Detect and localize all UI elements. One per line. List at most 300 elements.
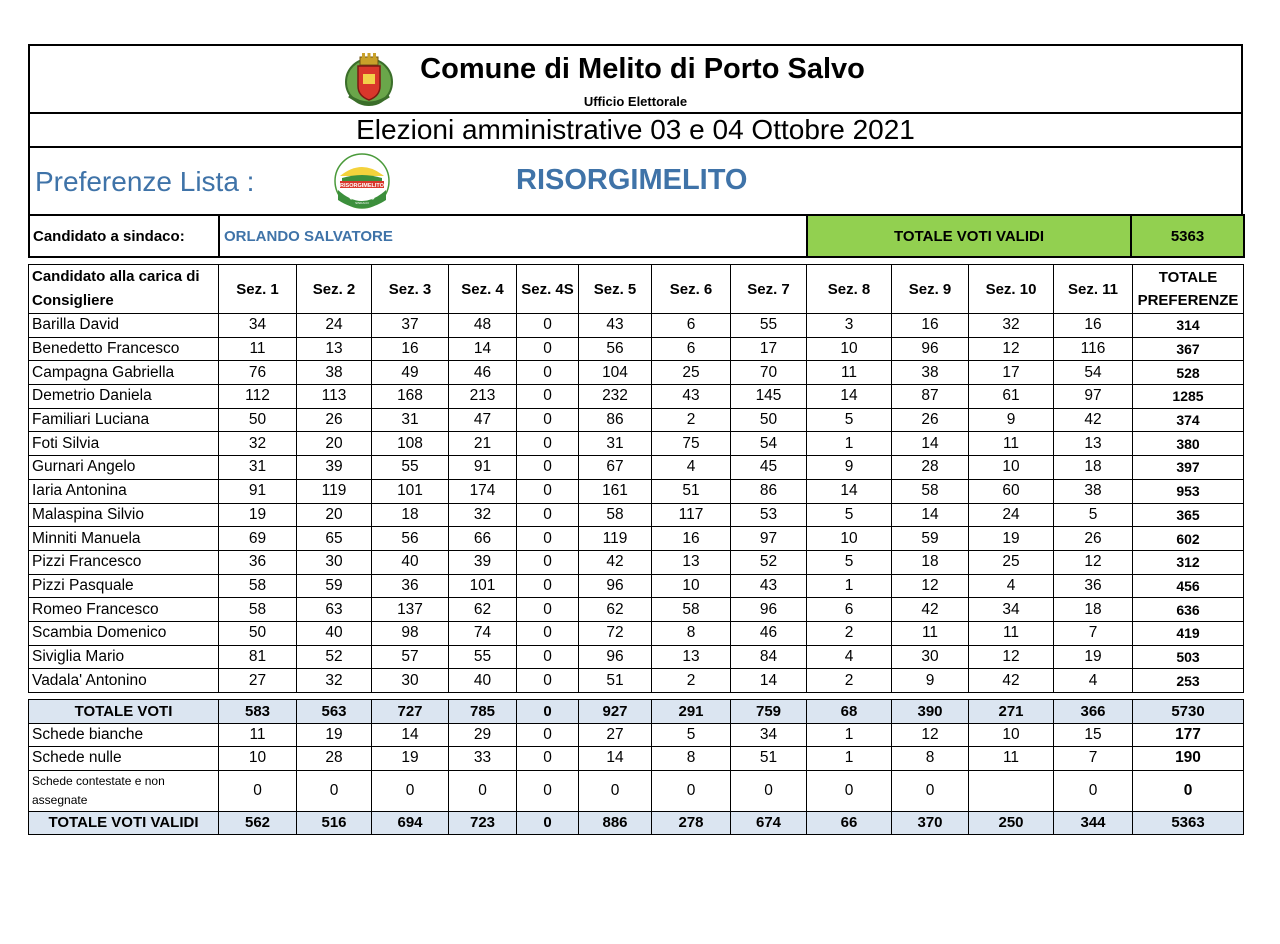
- section-votes: 17: [969, 361, 1054, 385]
- candidate-total: 367: [1133, 337, 1244, 361]
- section-votes: 56: [579, 337, 652, 361]
- section-votes: 8: [652, 621, 731, 645]
- section-votes: 84: [731, 645, 807, 669]
- section-votes: 58: [219, 574, 297, 598]
- section-votes: 0: [517, 645, 579, 669]
- totals-section-value: 0: [219, 770, 297, 811]
- candidate-row: [29, 432, 1244, 456]
- section-votes: 58: [219, 598, 297, 622]
- section-votes: 7: [1054, 621, 1133, 645]
- section-votes: 37: [372, 314, 449, 338]
- section-votes: 13: [652, 550, 731, 574]
- totals-section-value: 0: [517, 723, 579, 747]
- preferenze-label: Preferenze Lista :: [35, 166, 255, 197]
- section-votes: 16: [1054, 314, 1133, 338]
- candidate-name: Foti Silvia: [29, 432, 219, 456]
- totals-label: TOTALE VOTI: [29, 700, 219, 724]
- section-votes: 10: [807, 527, 892, 551]
- candidate-name: Barilla David: [29, 314, 219, 338]
- totals-table: [28, 699, 1244, 835]
- totals-section-value: 563: [297, 700, 372, 724]
- candidate-name: Iaria Antonina: [29, 479, 219, 503]
- section-votes: 14: [731, 669, 807, 693]
- section-votes: 2: [807, 621, 892, 645]
- section-votes: 43: [579, 314, 652, 338]
- section-votes: 6: [652, 314, 731, 338]
- totals-section-value: 19: [372, 747, 449, 771]
- candidate-row: [29, 408, 1244, 432]
- section-votes: 18: [372, 503, 449, 527]
- section-votes: 0: [517, 314, 579, 338]
- totals-section-value: 250: [969, 811, 1054, 835]
- results-sheet: [28, 44, 1243, 835]
- totals-row: [29, 811, 1244, 835]
- totals-section-value: 8: [652, 747, 731, 771]
- comune-title: Comune di Melito di Porto Salvo: [420, 53, 865, 85]
- section-votes: 14: [807, 385, 892, 409]
- section-votes: 55: [372, 456, 449, 480]
- candidate-name: Siviglia Mario: [29, 645, 219, 669]
- section-votes: 5: [807, 503, 892, 527]
- section-votes: 42: [579, 550, 652, 574]
- section-votes: 42: [1054, 408, 1133, 432]
- totals-section-value: 10: [219, 747, 297, 771]
- section-votes: 69: [219, 527, 297, 551]
- totals-section-value: 11: [219, 723, 297, 747]
- candidate-row: [29, 385, 1244, 409]
- section-votes: 66: [449, 527, 517, 551]
- section-column-header: Sez. 10: [969, 265, 1054, 314]
- section-votes: 59: [297, 574, 372, 598]
- section-votes: 62: [449, 598, 517, 622]
- lista-name: RISORGIMELITO: [516, 164, 748, 196]
- section-votes: 10: [807, 337, 892, 361]
- section-votes: 24: [969, 503, 1054, 527]
- section-votes: 46: [449, 361, 517, 385]
- totals-section-value: 674: [731, 811, 807, 835]
- section-votes: 81: [219, 645, 297, 669]
- section-votes: 36: [1054, 574, 1133, 598]
- totals-section-value: 34: [731, 723, 807, 747]
- section-column-header: Sez. 9: [892, 265, 969, 314]
- candidate-total: 503: [1133, 645, 1244, 669]
- section-votes: 34: [969, 598, 1054, 622]
- candidate-name: Demetrio Daniela: [29, 385, 219, 409]
- section-votes: 31: [579, 432, 652, 456]
- section-votes: 21: [449, 432, 517, 456]
- section-column-header: Sez. 3: [372, 265, 449, 314]
- totals-section-value: 1: [807, 723, 892, 747]
- section-votes: 0: [517, 574, 579, 598]
- section-votes: 0: [517, 361, 579, 385]
- section-votes: 70: [731, 361, 807, 385]
- section-votes: 0: [517, 408, 579, 432]
- candidate-row: [29, 550, 1244, 574]
- totals-section-value: 51: [731, 747, 807, 771]
- totals-section-value: [969, 770, 1054, 811]
- section-column-header: Sez. 5: [579, 265, 652, 314]
- section-votes: 19: [1054, 645, 1133, 669]
- section-column-header: Sez. 7: [731, 265, 807, 314]
- section-votes: 86: [731, 479, 807, 503]
- section-votes: 18: [1054, 456, 1133, 480]
- totals-section-value: 927: [579, 700, 652, 724]
- totals-section-value: 727: [372, 700, 449, 724]
- totals-section-value: 15: [1054, 723, 1133, 747]
- totals-section-value: 0: [517, 770, 579, 811]
- candidate-total: 528: [1133, 361, 1244, 385]
- section-votes: 32: [449, 503, 517, 527]
- candidate-total: 365: [1133, 503, 1244, 527]
- totals-section-value: 271: [969, 700, 1054, 724]
- candidate-total: 456: [1133, 574, 1244, 598]
- section-column-header: Sez. 11: [1054, 265, 1133, 314]
- candidate-name: Romeo Francesco: [29, 598, 219, 622]
- section-votes: 31: [372, 408, 449, 432]
- section-votes: 58: [892, 479, 969, 503]
- totals-section-value: 68: [807, 700, 892, 724]
- section-votes: 42: [969, 669, 1054, 693]
- totals-section-value: 1: [807, 747, 892, 771]
- section-votes: 232: [579, 385, 652, 409]
- section-votes: 97: [731, 527, 807, 551]
- section-votes: 26: [297, 408, 372, 432]
- totals-section-value: 0: [807, 770, 892, 811]
- totals-section-value: 19: [297, 723, 372, 747]
- section-votes: 46: [731, 621, 807, 645]
- section-votes: 101: [372, 479, 449, 503]
- section-votes: 108: [372, 432, 449, 456]
- sindaco-name: ORLANDO SALVATORE: [219, 215, 807, 257]
- section-votes: 24: [297, 314, 372, 338]
- section-votes: 6: [807, 598, 892, 622]
- section-votes: 112: [219, 385, 297, 409]
- section-votes: 4: [969, 574, 1054, 598]
- section-votes: 16: [892, 314, 969, 338]
- section-votes: 38: [892, 361, 969, 385]
- section-votes: 36: [372, 574, 449, 598]
- section-column-header: Sez. 4: [449, 265, 517, 314]
- candidates-header-row: [29, 265, 1244, 314]
- lista-logo-name1: SALVATORE: [351, 191, 373, 195]
- totals-grand-value: 0: [1133, 770, 1244, 811]
- section-votes: 16: [372, 337, 449, 361]
- totals-section-value: 0: [892, 770, 969, 811]
- totals-row: [29, 723, 1244, 747]
- totals-section-value: 0: [449, 770, 517, 811]
- section-votes: 60: [969, 479, 1054, 503]
- section-votes: 34: [219, 314, 297, 338]
- section-votes: 26: [1054, 527, 1133, 551]
- candidate-name: Benedetto Francesco: [29, 337, 219, 361]
- section-votes: 0: [517, 527, 579, 551]
- totals-section-value: 370: [892, 811, 969, 835]
- section-votes: 119: [579, 527, 652, 551]
- section-votes: 86: [579, 408, 652, 432]
- section-votes: 6: [652, 337, 731, 361]
- section-votes: 2: [807, 669, 892, 693]
- candidate-row: [29, 527, 1244, 551]
- totals-label: TOTALE VOTI VALIDI: [29, 811, 219, 835]
- section-votes: 36: [219, 550, 297, 574]
- section-votes: 50: [731, 408, 807, 432]
- section-votes: 12: [892, 574, 969, 598]
- section-votes: 96: [579, 645, 652, 669]
- sindaco-table: [28, 214, 1245, 258]
- section-votes: 2: [652, 669, 731, 693]
- lista-logo-name2: ORLANDO: [349, 195, 375, 202]
- section-votes: 55: [449, 645, 517, 669]
- candidate-row: [29, 621, 1244, 645]
- section-votes: 14: [892, 432, 969, 456]
- section-votes: 48: [449, 314, 517, 338]
- section-votes: 20: [297, 503, 372, 527]
- section-votes: 27: [219, 669, 297, 693]
- sindaco-label: Candidato a sindaco:: [29, 215, 219, 257]
- section-votes: 43: [652, 385, 731, 409]
- section-votes: 65: [297, 527, 372, 551]
- candidate-row: [29, 456, 1244, 480]
- section-votes: 1: [807, 574, 892, 598]
- section-votes: 56: [372, 527, 449, 551]
- candidate-total: 314: [1133, 314, 1244, 338]
- section-votes: 0: [517, 337, 579, 361]
- section-votes: 12: [1054, 550, 1133, 574]
- candidate-name: Familiari Luciana: [29, 408, 219, 432]
- section-votes: 11: [807, 361, 892, 385]
- totals-section-value: 8: [892, 747, 969, 771]
- section-votes: 91: [449, 456, 517, 480]
- totals-label: Schede nulle: [29, 747, 219, 771]
- totals-section-value: 66: [807, 811, 892, 835]
- section-votes: 42: [892, 598, 969, 622]
- section-votes: 0: [517, 456, 579, 480]
- section-votes: 18: [1054, 598, 1133, 622]
- section-votes: 38: [1054, 479, 1133, 503]
- section-votes: 137: [372, 598, 449, 622]
- section-votes: 13: [652, 645, 731, 669]
- candidate-name: Scambia Domenico: [29, 621, 219, 645]
- candidates-table: [28, 264, 1244, 693]
- section-votes: 11: [892, 621, 969, 645]
- section-votes: 62: [579, 598, 652, 622]
- section-votes: 58: [652, 598, 731, 622]
- section-votes: 4: [652, 456, 731, 480]
- section-votes: 39: [449, 550, 517, 574]
- candidate-total: 419: [1133, 621, 1244, 645]
- totals-label: Schede bianche: [29, 723, 219, 747]
- totals-section-value: 0: [1054, 770, 1133, 811]
- section-votes: 161: [579, 479, 652, 503]
- totals-section-value: 759: [731, 700, 807, 724]
- candidate-row: [29, 598, 1244, 622]
- totals-section-value: 0: [297, 770, 372, 811]
- election-title: Elezioni amministrative 03 e 04 Ottobre 2021: [28, 112, 1243, 146]
- candidate-row: [29, 503, 1244, 527]
- candidate-total: 953: [1133, 479, 1244, 503]
- section-votes: 52: [731, 550, 807, 574]
- candidate-column-header: Candidato alla carica di Consigliere: [29, 265, 219, 314]
- section-votes: 25: [652, 361, 731, 385]
- candidate-row: [29, 361, 1244, 385]
- section-votes: 76: [219, 361, 297, 385]
- totals-section-value: 27: [579, 723, 652, 747]
- totals-grand-value: 177: [1133, 723, 1244, 747]
- section-votes: 0: [517, 479, 579, 503]
- totals-section-value: 291: [652, 700, 731, 724]
- comune-header: [28, 44, 1243, 112]
- totals-section-value: 278: [652, 811, 731, 835]
- totals-row: [29, 700, 1244, 724]
- totals-section-value: 366: [1054, 700, 1133, 724]
- section-votes: 0: [517, 621, 579, 645]
- candidate-row: [29, 669, 1244, 693]
- section-votes: 10: [969, 456, 1054, 480]
- totals-section-value: 0: [579, 770, 652, 811]
- section-column-header: Sez. 8: [807, 265, 892, 314]
- section-votes: 54: [731, 432, 807, 456]
- section-votes: 5: [807, 408, 892, 432]
- lista-logo-top: RISORGIMELITO: [340, 183, 384, 189]
- totals-section-value: 7: [1054, 747, 1133, 771]
- totals-section-value: 10: [969, 723, 1054, 747]
- section-votes: 59: [892, 527, 969, 551]
- candidate-row: [29, 645, 1244, 669]
- totals-section-value: 0: [517, 747, 579, 771]
- section-votes: 12: [969, 645, 1054, 669]
- section-column-header: Sez. 2: [297, 265, 372, 314]
- candidate-name: Malaspina Silvio: [29, 503, 219, 527]
- section-votes: 0: [517, 432, 579, 456]
- totals-section-value: 0: [517, 811, 579, 835]
- section-votes: 87: [892, 385, 969, 409]
- section-votes: 91: [219, 479, 297, 503]
- section-votes: 40: [372, 550, 449, 574]
- candidate-name: Gurnari Angelo: [29, 456, 219, 480]
- section-votes: 51: [652, 479, 731, 503]
- section-votes: 9: [807, 456, 892, 480]
- section-votes: 53: [731, 503, 807, 527]
- section-votes: 25: [969, 550, 1054, 574]
- section-votes: 39: [297, 456, 372, 480]
- section-votes: 4: [807, 645, 892, 669]
- section-votes: 17: [731, 337, 807, 361]
- totals-section-value: 785: [449, 700, 517, 724]
- totals-section-value: 11: [969, 747, 1054, 771]
- section-votes: 145: [731, 385, 807, 409]
- section-votes: 11: [969, 621, 1054, 645]
- section-votes: 30: [892, 645, 969, 669]
- section-votes: 14: [807, 479, 892, 503]
- section-votes: 4: [1054, 669, 1133, 693]
- totals-section-value: 0: [517, 700, 579, 724]
- section-votes: 61: [969, 385, 1054, 409]
- section-votes: 40: [297, 621, 372, 645]
- candidate-name: Vadala' Antonino: [29, 669, 219, 693]
- totals-section-value: 14: [372, 723, 449, 747]
- section-votes: 13: [1054, 432, 1133, 456]
- totals-label: Schede contestate e non assegnate: [29, 770, 219, 811]
- totals-section-value: 390: [892, 700, 969, 724]
- totals-row: [29, 770, 1244, 811]
- section-votes: 32: [969, 314, 1054, 338]
- section-votes: 30: [372, 669, 449, 693]
- totals-section-value: 723: [449, 811, 517, 835]
- totals-section-value: 516: [297, 811, 372, 835]
- section-votes: 10: [652, 574, 731, 598]
- section-votes: 74: [449, 621, 517, 645]
- section-votes: 5: [807, 550, 892, 574]
- totals-grand-value: 190: [1133, 747, 1244, 771]
- section-votes: 14: [892, 503, 969, 527]
- ufficio-subtitle: Ufficio Elettorale: [583, 94, 688, 109]
- section-votes: 58: [579, 503, 652, 527]
- candidate-total: 380: [1133, 432, 1244, 456]
- section-votes: 28: [892, 456, 969, 480]
- candidate-name: Campagna Gabriella: [29, 361, 219, 385]
- section-votes: 32: [297, 669, 372, 693]
- section-votes: 55: [731, 314, 807, 338]
- section-votes: 45: [731, 456, 807, 480]
- section-votes: 0: [517, 550, 579, 574]
- candidate-name: Pizzi Francesco: [29, 550, 219, 574]
- section-votes: 5: [1054, 503, 1133, 527]
- section-votes: 19: [969, 527, 1054, 551]
- section-votes: 16: [652, 527, 731, 551]
- candidate-row: [29, 314, 1244, 338]
- section-votes: 51: [579, 669, 652, 693]
- section-votes: 14: [449, 337, 517, 361]
- section-votes: 75: [652, 432, 731, 456]
- totals-grand-value: 5730: [1133, 700, 1244, 724]
- totals-section-value: 344: [1054, 811, 1133, 835]
- totals-section-value: 0: [731, 770, 807, 811]
- totals-section-value: 29: [449, 723, 517, 747]
- section-votes: 50: [219, 408, 297, 432]
- section-votes: 72: [579, 621, 652, 645]
- section-column-header: Sez. 1: [219, 265, 297, 314]
- totals-section-value: 28: [297, 747, 372, 771]
- section-votes: 50: [219, 621, 297, 645]
- section-votes: 101: [449, 574, 517, 598]
- section-votes: 213: [449, 385, 517, 409]
- candidate-total: 636: [1133, 598, 1244, 622]
- candidate-total: 374: [1133, 408, 1244, 432]
- totals-section-value: 886: [579, 811, 652, 835]
- section-votes: 119: [297, 479, 372, 503]
- section-votes: 47: [449, 408, 517, 432]
- section-column-header: Sez. 6: [652, 265, 731, 314]
- lista-header: [28, 146, 1243, 214]
- section-votes: 0: [517, 669, 579, 693]
- section-votes: 40: [449, 669, 517, 693]
- section-votes: 11: [969, 432, 1054, 456]
- totals-section-value: 0: [372, 770, 449, 811]
- totale-voti-validi-value: 5363: [1131, 215, 1244, 257]
- candidate-name: Pizzi Pasquale: [29, 574, 219, 598]
- candidate-row: [29, 574, 1244, 598]
- section-votes: 97: [1054, 385, 1133, 409]
- candidate-row: [29, 479, 1244, 503]
- candidate-total: 312: [1133, 550, 1244, 574]
- totals-grand-value: 5363: [1133, 811, 1244, 835]
- section-votes: 98: [372, 621, 449, 645]
- section-votes: 63: [297, 598, 372, 622]
- section-votes: 54: [1054, 361, 1133, 385]
- candidate-total: 253: [1133, 669, 1244, 693]
- totals-section-value: 5: [652, 723, 731, 747]
- section-votes: 20: [297, 432, 372, 456]
